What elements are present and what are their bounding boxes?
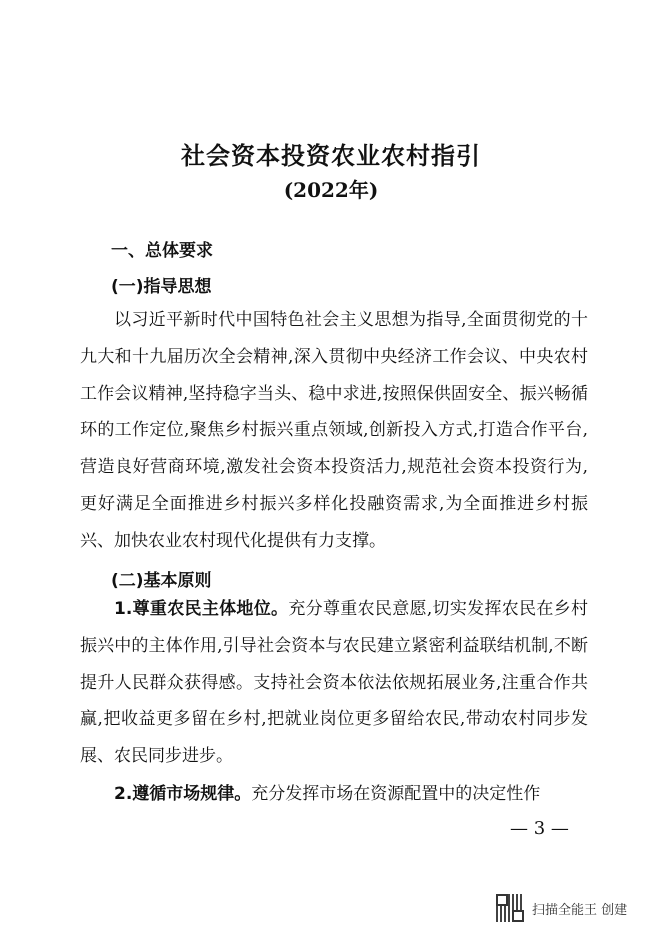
- subsection-heading-guiding-ideology: (一)指导思想: [111, 277, 212, 297]
- qr-code-icon: [496, 894, 524, 922]
- section-heading-general-requirements: 一、总体要求: [111, 241, 213, 261]
- paragraph-principle-2: [80, 776, 588, 813]
- principle-2-text: 充分发挥市场在资源配置中的决定性作: [251, 784, 541, 804]
- principle-2-lead: 2.遵循市场规律。: [114, 784, 252, 804]
- principle-1-text: 充分尊重农民意愿,切实发挥农民在乡村振兴中的主体作用,引导社会资本与农民建立紧密利益联结机制,不断提升人民群众获得感。支持社会资本依法依规拓展业务,注重合作共赢,把收益更多留在乡村,把就业岗位更多留给农民,带动农村同步发展、农民同步进步。: [80, 599, 588, 767]
- subsection-heading-basic-principles: (二)基本原则: [111, 571, 212, 591]
- document-subtitle: (2022年): [283, 178, 379, 202]
- scanner-label: 扫描全能王 创建: [532, 902, 628, 918]
- page-number: — 3 —: [510, 818, 569, 839]
- principle-1-lead: 1.尊重农民主体地位。: [114, 599, 289, 619]
- paragraph-principle-1: [80, 591, 588, 775]
- scanner-watermark: [496, 893, 627, 923]
- document-title: 社会资本投资农业农村指引: [181, 142, 481, 170]
- paragraph-guiding-ideology: 以习近平新时代中国特色社会主义思想为指导,全面贯彻党的十九大和十九届历次全会精神,深入贯彻中央经济工作会议、中央农村工作会议精神,坚持稳字当头、稳中求进,按照保供固安全、振兴畅循环的工作定位,聚焦乡村振兴重点领域,创新投入方式,打造合作平台,营造良好营商环境,激发社会资本投资活力,规范社会资本投资行为,更好满足全面推进乡村振兴多样化投融资需求,为全面推进乡村振兴、加快农业农村现代化提供有力支撑。: [80, 310, 588, 551]
